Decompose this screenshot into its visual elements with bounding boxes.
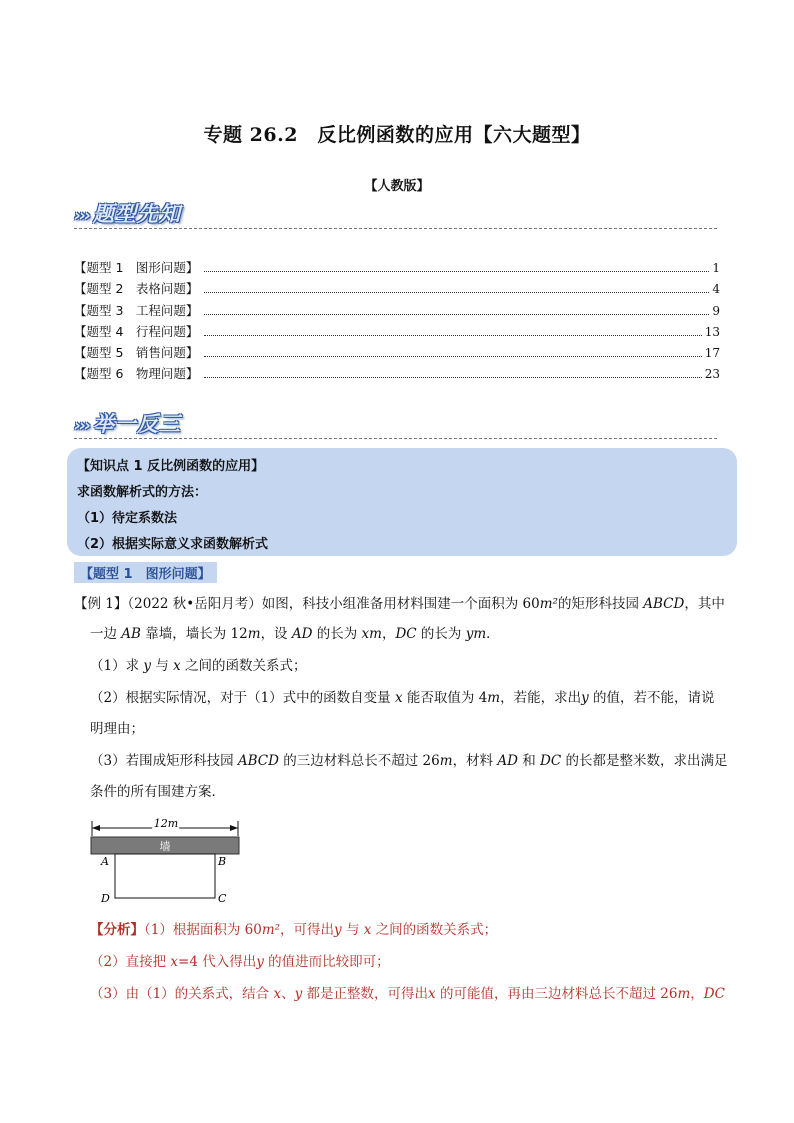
toc-item[interactable]: 【题型 5 销售问题】 17 [74,345,720,361]
page-title: 专题 26.2 反比例函数的应用【六大题型】 [203,124,591,146]
toc-item[interactable]: 【题型 2 表格问题】 4 [74,281,720,297]
example-line: 一边 AB 靠墙，墙长为 12m，设 AD 的长为 xm，DC 的长为 ym． [90,626,500,642]
banner-text: 举一反三 [93,412,182,436]
label-D: D [101,892,110,905]
question-3: （3）若围成矩形科技园 ABCD 的三边材料总长不超过 26m，材料 AD 和 DC 的长都是整米数，求出满足 [90,753,728,769]
garden-figure [88,818,248,914]
question-3-cont: 条件的所有围建方案． [90,784,225,800]
arrow-left [92,825,100,831]
width-label: 12m [153,818,179,830]
question-1: （1）求 y 与 x 之间的函数关系式； [90,658,307,674]
question-2: （2）根据实际情况，对于（1）式中的函数自变量 x 能否取值为 4m，若能，求出y 的值，若不能，请说 [90,690,715,706]
section-banner-practice [74,408,181,440]
toc-item[interactable]: 【题型 3 工程问题】 9 [74,302,720,318]
section-banner-preview [74,198,181,230]
question-2-cont: 明理由； [90,721,144,737]
analysis-1: 【分析】（1）根据面积为 60m²，可得出y 与 x 之间的函数关系式； [90,922,498,938]
toc-item[interactable]: 【题型 6 物理问题】 23 [74,366,720,382]
banner-arrows-icon: ››› [74,206,90,226]
knowledge-line: （1）待定系数法 [77,511,178,526]
label-C: C [218,892,227,905]
table-of-contents [74,258,720,386]
wall-label: 墙 [159,840,171,853]
question-type-tag: 【题型 1 图形问题】 [74,562,217,583]
edition-label: 【人教版】 [364,179,430,194]
divider [74,228,717,229]
label-A: A [101,855,109,868]
knowledge-box [67,448,737,556]
banner-arrows-icon: ››› [74,416,90,436]
toc-item[interactable]: 【题型 1 图形问题】 1 [74,260,720,275]
arrow-right [230,825,238,831]
knowledge-heading: 【知识点 1 反比例函数的应用】 [77,459,265,474]
divider [74,438,717,439]
knowledge-line: 求函数解析式的方法： [77,485,208,500]
example-line: 【例 1】（2022 秋•岳阳月考）如图，科技小组准备用材料围建一个面积为 60m²的矩形科技园 ABCD，其中 [74,596,725,612]
garden-rect [115,854,215,898]
label-B: B [218,855,227,868]
toc-item[interactable]: 【题型 4 行程问题】 13 [74,323,720,339]
knowledge-line: （2）根据实际意义求函数解析式 [77,537,269,552]
banner-text: 题型先知 [93,202,182,226]
analysis-2: （2）直接把 x=4 代入得出y 的值进而比较即可； [90,954,390,970]
analysis-3: （3）由（1）的关系式，结合 x、y 都是正整数，可得出x 的可能值，再由三边材料总长不超过 26m，DC [90,986,725,1002]
